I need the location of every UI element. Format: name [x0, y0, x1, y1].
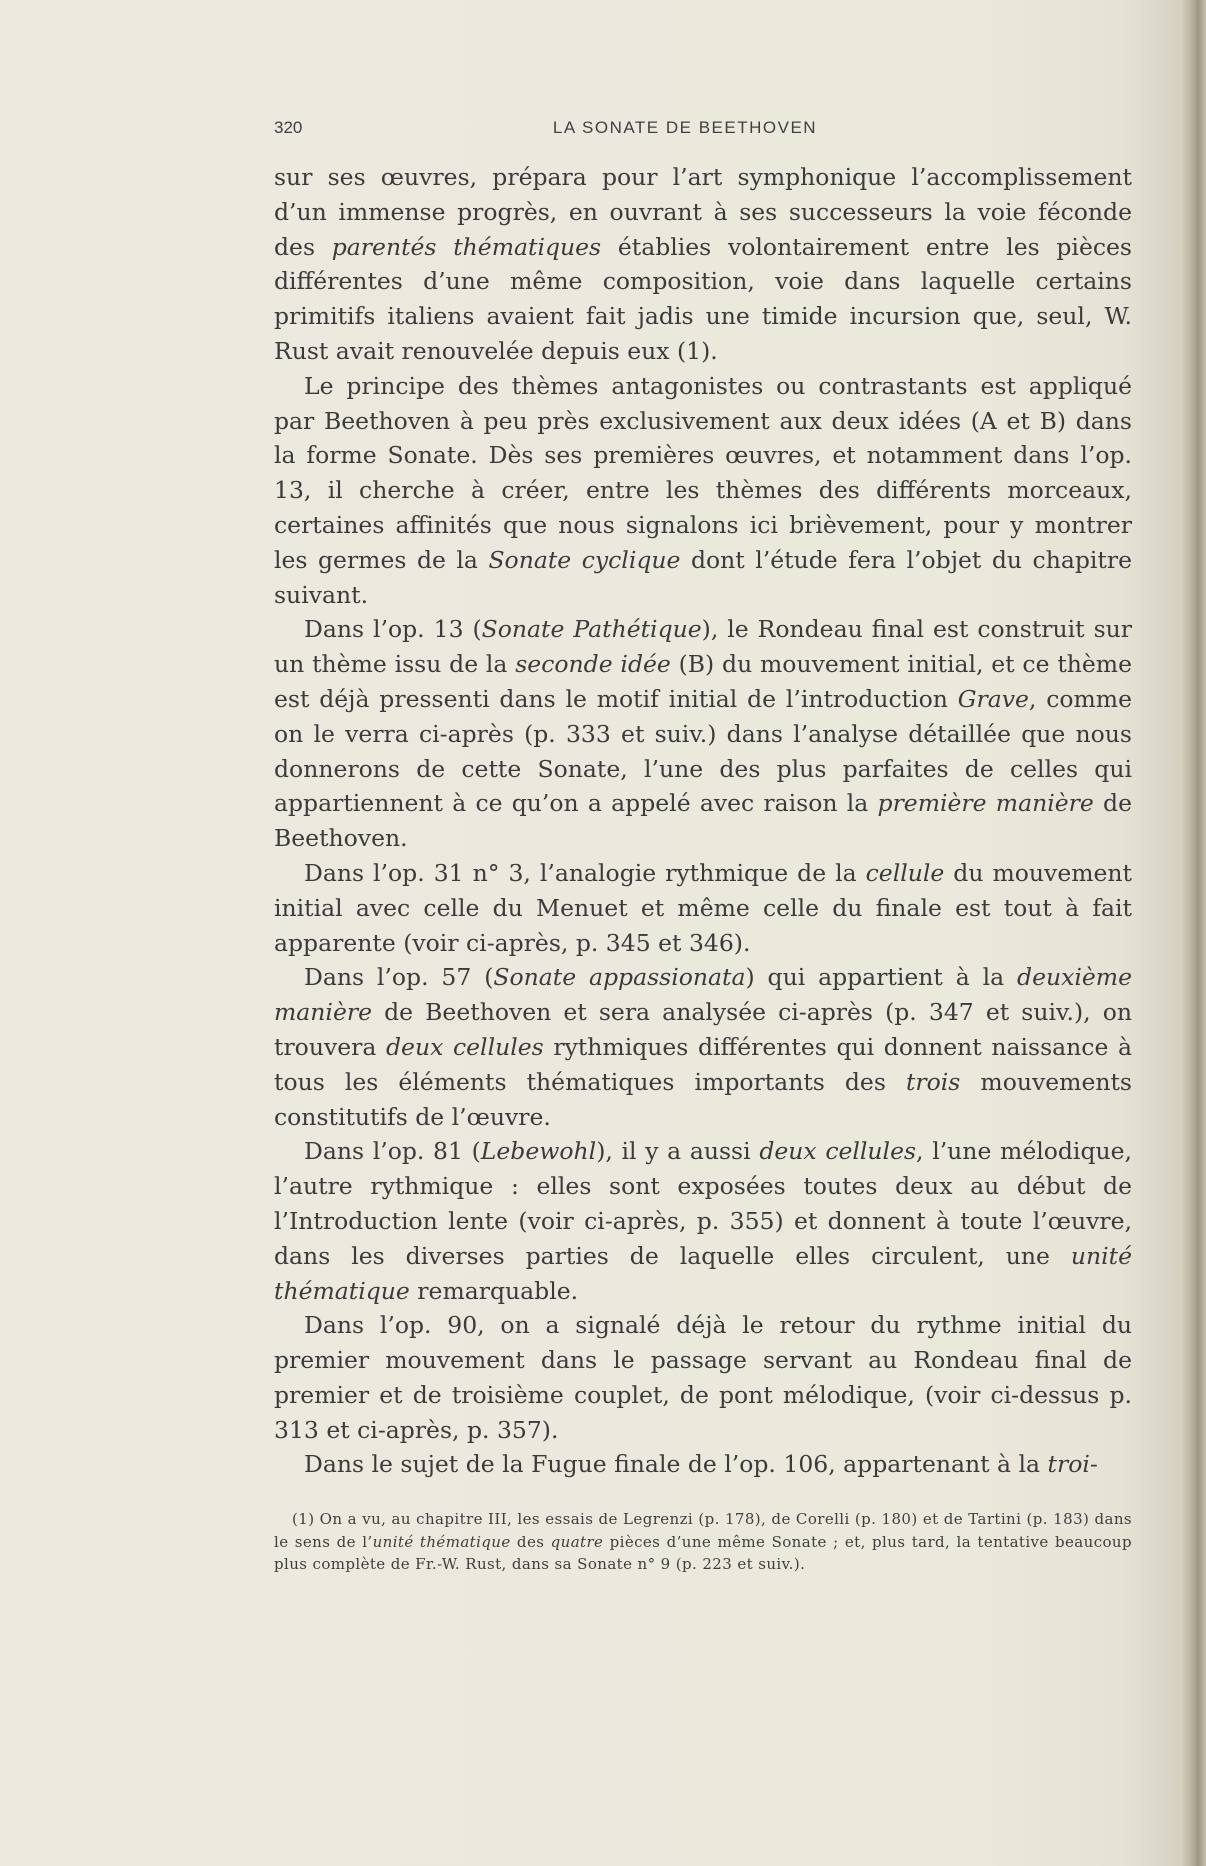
page-binding-edge — [1180, 0, 1206, 1866]
page-number: 320 — [274, 118, 303, 137]
text-run: Dans l’op. 13 ( — [304, 615, 482, 644]
italic-text: cellule — [865, 858, 945, 887]
paragraph — [274, 369, 1132, 613]
paragraph — [274, 1134, 1132, 1308]
text-run: Dans le sujet de la Fugue finale de l’op. 106, appartenant à la — [304, 1450, 1048, 1479]
italic-text: unité thématique — [274, 1241, 1132, 1305]
italic-text: Lebewohl — [480, 1137, 597, 1166]
text-run: Dans l’op. 57 ( — [304, 963, 494, 992]
text-run: Dans l’op. 31 n° 3, l’analogie rythmique de la — [304, 858, 866, 887]
italic-text: deuxième manière — [274, 963, 1132, 1027]
text-run: remarquable. — [409, 1276, 579, 1305]
text-run: de Beethoven et sera analysée ci-après (p. 347 et suiv.), on trouvera — [274, 998, 1132, 1061]
paragraph — [274, 612, 1132, 856]
text-run: Le principe des thèmes antagonistes ou contrastants est appliqué par Beethoven à peu près exclusivement aux deux idées (A et B) dans la forme Sonate. Dès ses premières œuvres, et notamment dans l’op. 13, il cherche à créer, entre les thèmes des différents morceaux, certaines affinités que nous signalons ici brièvement, pour y montrer les germes de la — [274, 371, 1132, 574]
text-run: ), le Rondeau final est construit sur un thème issu de la — [274, 615, 1133, 679]
italic-text: Grave — [957, 684, 1029, 713]
italic-text: trois — [905, 1067, 961, 1096]
text-run: de Beethoven. — [274, 789, 1132, 853]
italic-text: troi- — [1047, 1450, 1098, 1479]
italic-text: quatre — [550, 1532, 604, 1551]
footnote — [274, 1508, 1132, 1576]
text-run: dont l’étude fera l’objet du chapitre suivant. — [274, 545, 1132, 609]
text-run: ), il y a aussi — [596, 1137, 760, 1166]
text-run: , l’une mélodique, l’autre rythmique : elles sont exposées toutes deux au début de l’Introduction lente (voir ci-après, p. 355) et donnent à toute l’œuvre, dans les diverses parties de laquelle elles circulent, une — [274, 1137, 1132, 1270]
text-run: rythmiques différentes qui donnent naissance à tous les éléments thématiques importants des — [274, 1032, 1132, 1096]
text-run: ) qui appartient à la — [745, 963, 1018, 992]
text-run: sur ses œuvres, prépara pour l’art symphonique l’accomplissement d’un immense progrès, en ouvrant à ses successeurs la voie féconde des — [274, 163, 1132, 261]
italic-text: parentés thématiques — [331, 232, 602, 261]
italic-text: deux cellules — [386, 1032, 544, 1061]
text-run: Dans l’op. 90, on a signalé déjà le retour du rythme initial du premier mouvement dans le passage servant au Rondeau final de premier et de troisième couplet, de pont mélodique, (voir ci-dessus p. 313 et ci-après, p. 357). — [274, 1311, 1132, 1444]
italic-text: unité thématique — [372, 1532, 511, 1551]
paragraph — [274, 856, 1132, 960]
text-run: , comme on le verra ci-après (p. 333 et suiv.) dans l’analyse détaillée que nous donnerons de cette Sonate, l’une des plus parfaites de celles qui appartiennent à ce qu’on a appelé avec raison la — [274, 684, 1132, 818]
text-run: pièces d’une même Sonate ; et, plus tard, la tentative beaucoup plus complète de Fr.-W. Rust, dans sa Sonate n° 9 (p. 223 et suiv.). — [274, 1532, 1132, 1573]
paragraph — [274, 160, 1132, 369]
italic-text: Sonate cyclique — [488, 545, 681, 574]
italic-text: première manière — [877, 789, 1094, 818]
text-run: mouvements constitutifs de l’œuvre. — [274, 1067, 1132, 1131]
running-title: LA SONATE DE BEETHOVEN — [552, 118, 818, 137]
text-run: (B) du mouvement initial, et ce thème est déjà pressenti dans le motif initial de l’introduction — [274, 650, 1132, 713]
footnote-text — [274, 1508, 1132, 1576]
italic-text: Sonate Pathétique — [481, 615, 702, 644]
paragraph — [274, 1447, 1132, 1482]
text-run: établies volontairement entre les pièces différentes d’une même composition, voie dans laquelle certains primitifs italiens avaient fait jadis une timide incursion que, seul, W. Rust avait renouvelée depuis eux (1). — [274, 232, 1132, 365]
running-header — [274, 118, 1096, 146]
text-run: des — [510, 1532, 551, 1551]
italic-text: deux cellules — [759, 1137, 917, 1166]
paragraph — [274, 1308, 1132, 1447]
paragraph — [274, 960, 1132, 1134]
text-run: (1) On a vu, au chapitre III, les essais de Legrenzi (p. 178), de Corelli (p. 180) et de Tartini (p. 183) dans le sens de l’ — [274, 1510, 1132, 1551]
text-run: Dans l’op. 81 ( — [304, 1137, 481, 1166]
italic-text: Sonate appassionata — [493, 963, 746, 992]
main-text — [274, 160, 1132, 1482]
italic-text: seconde idée — [515, 650, 671, 679]
text-run: du mouvement initial avec celle du Menuet et même celle du finale est tout à fait apparente (voir ci-après, p. 345 et 346). — [274, 858, 1132, 957]
